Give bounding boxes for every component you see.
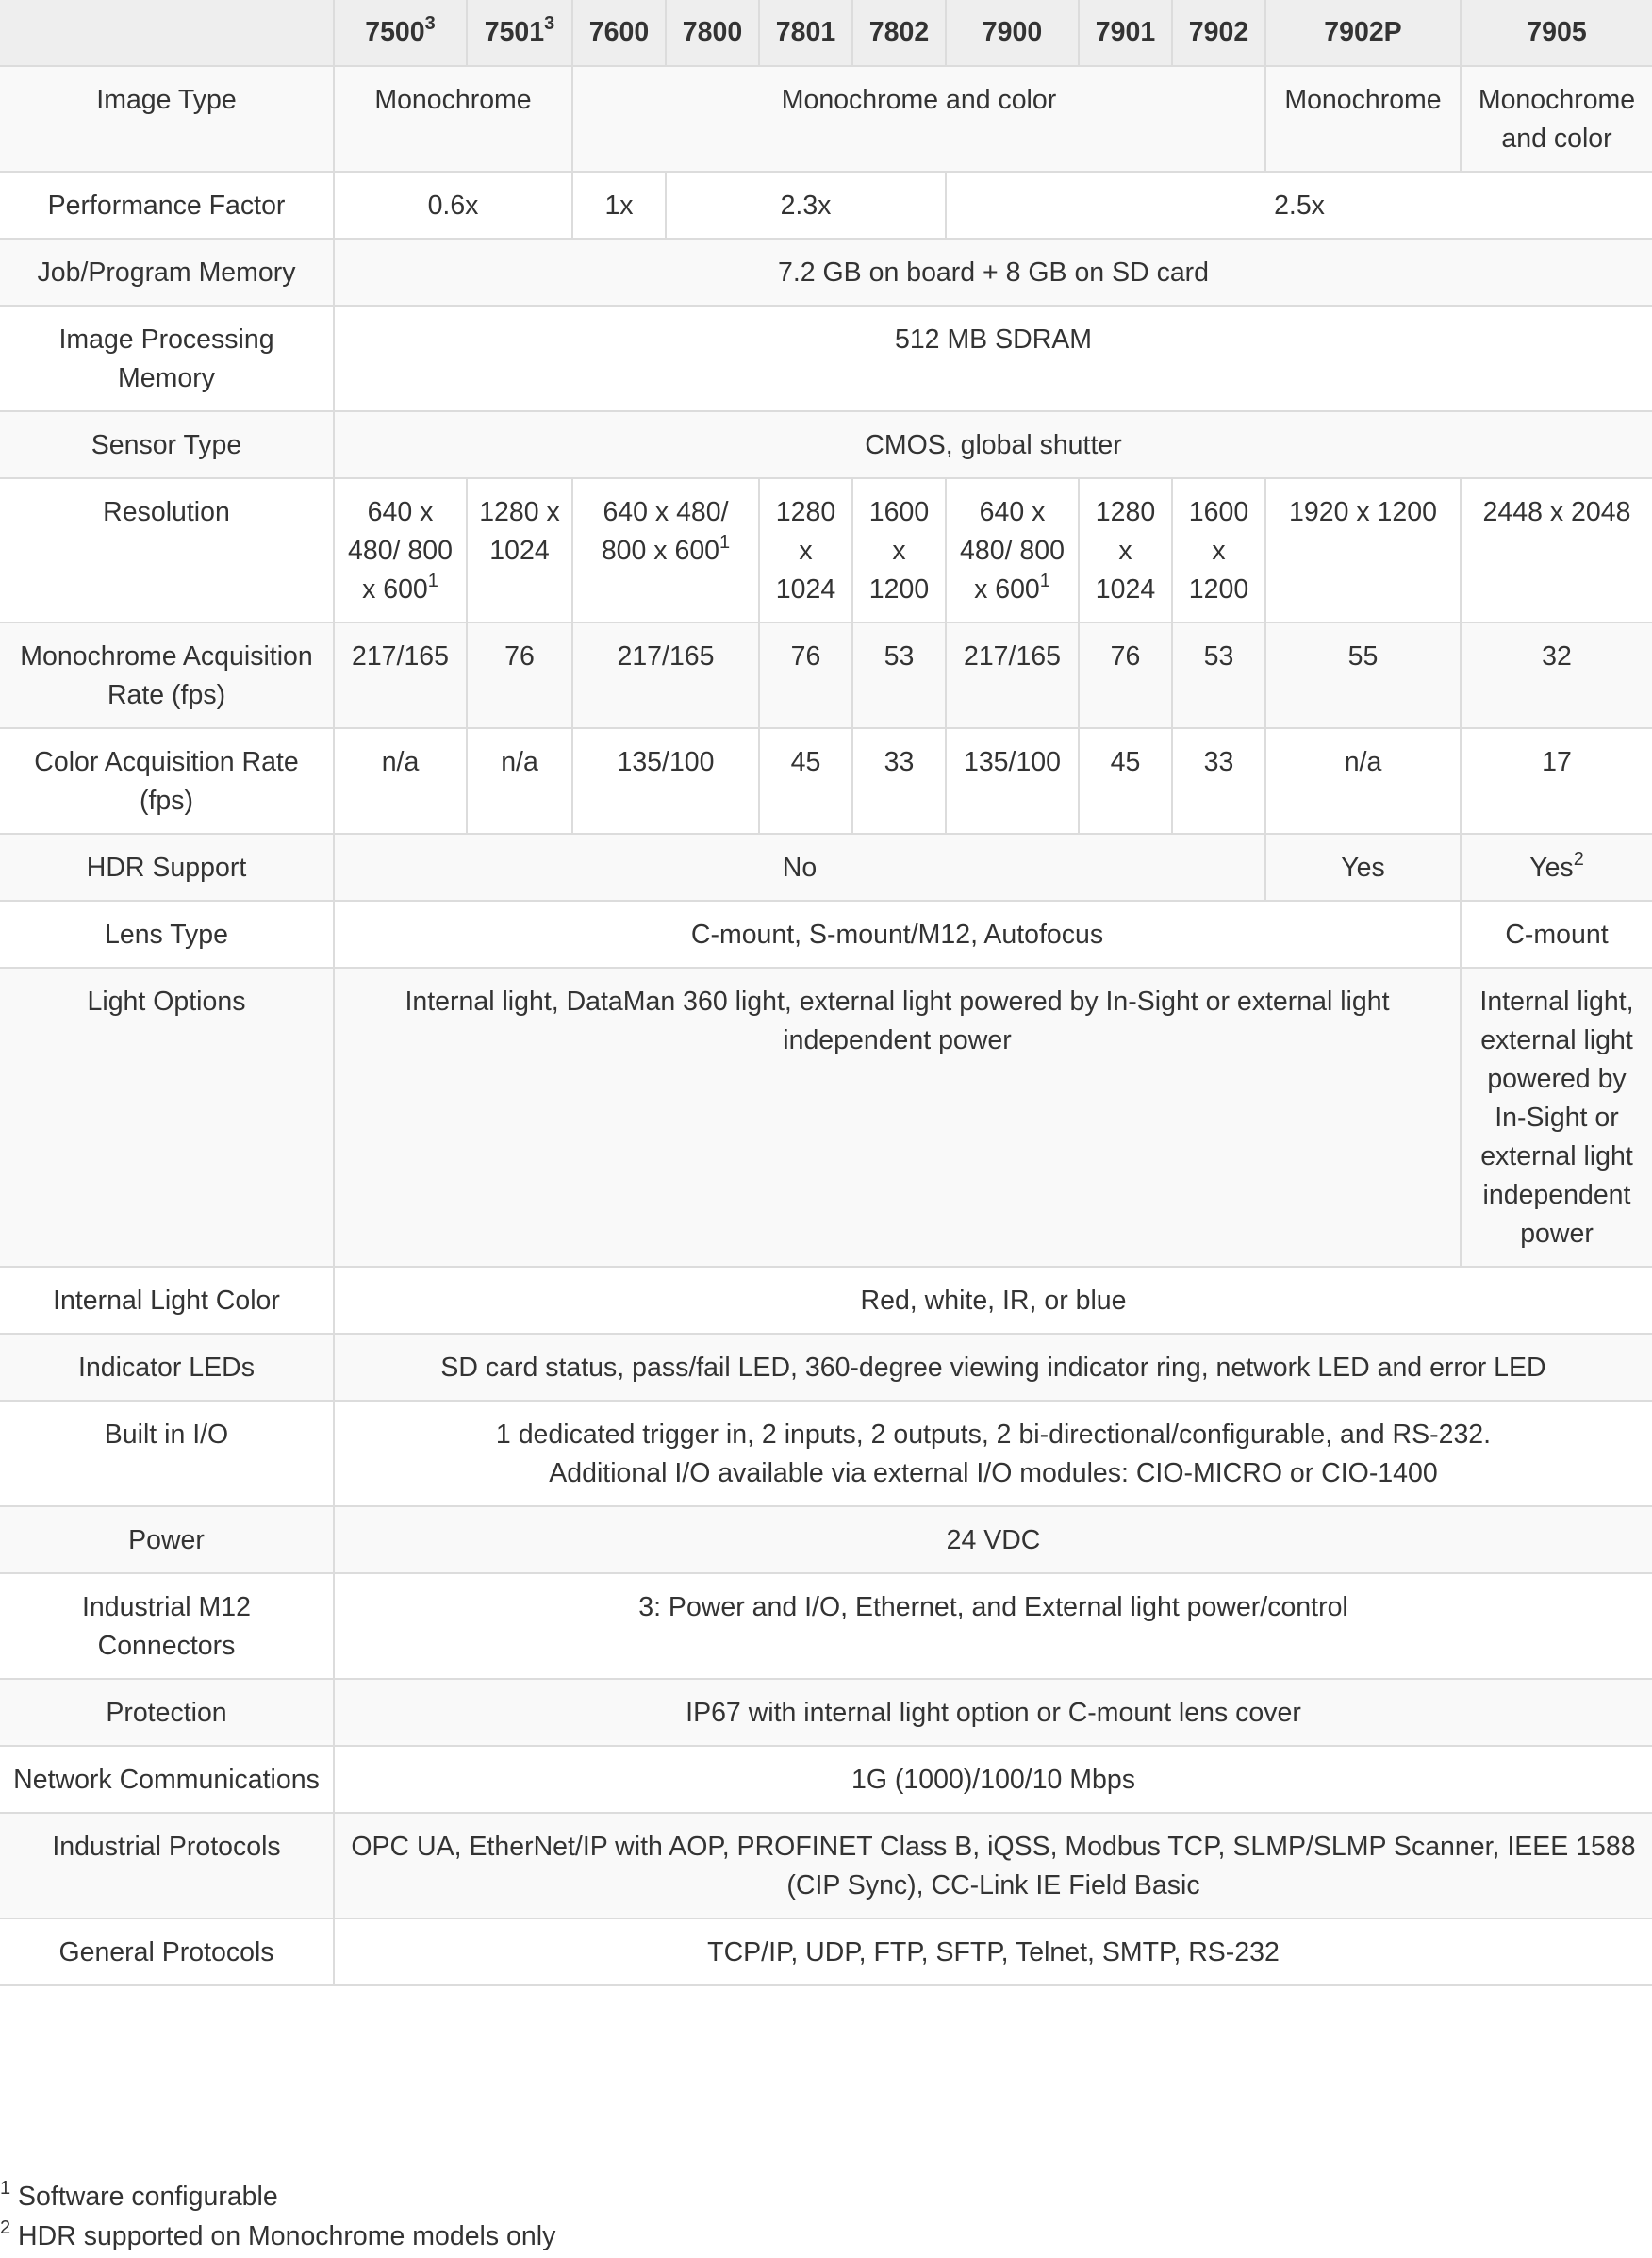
- row-sensor-type: [0, 411, 1652, 478]
- cell-value: Monochrome and color: [1461, 66, 1652, 172]
- cell-value: 1600 x 1200: [852, 478, 946, 623]
- cell-value: 76: [467, 623, 572, 728]
- row-color-acquisition-rate: [0, 728, 1652, 834]
- cell-value: Yes: [1265, 834, 1461, 901]
- row-label: Performance Factor: [0, 172, 334, 239]
- row-label: Job/Program Memory: [0, 239, 334, 306]
- row-label: Network Communications: [0, 1746, 334, 1813]
- cell-value: 1280 x 1024: [467, 478, 572, 623]
- row-performance-factor: [0, 172, 1652, 239]
- row-job-memory: [0, 239, 1652, 306]
- cell-value: 1x: [572, 172, 666, 239]
- row-label: Lens Type: [0, 901, 334, 968]
- row-label: Monochrome Acquisition Rate (fps): [0, 623, 334, 728]
- io-line-1: 1 dedicated trigger in, 2 inputs, 2 outputs, 2 bi-directional/configurable, and RS-232.: [495, 1420, 1492, 1450]
- cell-value: Red, white, IR, or blue: [334, 1267, 1652, 1334]
- col-header-7802: 7802: [852, 0, 946, 66]
- row-label: Protection: [0, 1679, 334, 1746]
- col-header-7902: 7902: [1172, 0, 1265, 66]
- row-label: HDR Support: [0, 834, 334, 901]
- cell-value: C-mount: [1461, 901, 1652, 968]
- row-label: Power: [0, 1506, 334, 1573]
- cell-value: 76: [1079, 623, 1172, 728]
- row-image-type: [0, 66, 1652, 172]
- row-light-options: [0, 968, 1652, 1267]
- row-label: Sensor Type: [0, 411, 334, 478]
- cell-value: 2.3x: [666, 172, 946, 239]
- cell-value: 17: [1461, 728, 1652, 834]
- col-header-7600: 7600: [572, 0, 666, 66]
- row-label: Industrial Protocols: [0, 1813, 334, 1918]
- cell-value: 1280 x 1024: [1079, 478, 1172, 623]
- row-label: Resolution: [0, 478, 334, 623]
- cell-value: 24 VDC: [334, 1506, 1652, 1573]
- cell-value: [334, 1401, 1652, 1506]
- cell-value: TCP/IP, UDP, FTP, SFTP, Telnet, SMTP, RS-232: [334, 1918, 1652, 1985]
- row-resolution: [0, 478, 1652, 623]
- row-general-protocols: [0, 1918, 1652, 1985]
- row-industrial-m12-connectors: [0, 1573, 1652, 1679]
- col-header-7500: 7500$^3$: [334, 0, 467, 66]
- row-monochrome-acquisition-rate: [0, 623, 1652, 728]
- cell-value: 0.6x: [334, 172, 572, 239]
- row-built-in-io: [0, 1401, 1652, 1506]
- row-internal-light-color: [0, 1267, 1652, 1334]
- col-header-7905: 7905: [1461, 0, 1652, 66]
- cell-value: 45: [1079, 728, 1172, 834]
- row-label: Built in I/O: [0, 1401, 334, 1506]
- cell-value: Internal light, external light powered by In-Sight or external light independent power: [1461, 968, 1652, 1267]
- cell-value: n/a: [334, 728, 467, 834]
- row-network-communications: [0, 1746, 1652, 1813]
- cell-value: 512 MB SDRAM: [334, 306, 1652, 411]
- cell-value: 217/165: [572, 623, 759, 728]
- row-label: Light Options: [0, 968, 334, 1267]
- io-line-2: Additional I/O available via external I/O modules: CIO-MICRO or CIO-1400: [549, 1458, 1438, 1488]
- cell-value: 217/165: [334, 623, 467, 728]
- cell-value: 1600 x 1200: [1172, 478, 1265, 623]
- cell-value: 53: [852, 623, 946, 728]
- cell-value: 1G (1000)/100/10 Mbps: [334, 1746, 1652, 1813]
- row-indicator-leds: [0, 1334, 1652, 1401]
- cell-value: OPC UA, EtherNet/IP with AOP, PROFINET Class B, iQSS, Modbus TCP, SLMP/SLMP Scanner, IEEE 1588 (CIP Sync), CC-Link IE Field Basic: [334, 1813, 1652, 1918]
- cell-value: 3: Power and I/O, Ethernet, and External light power/control: [334, 1573, 1652, 1679]
- header-corner: [0, 0, 334, 66]
- cell-value: CMOS, global shutter: [334, 411, 1652, 478]
- col-header-7900: 7900: [946, 0, 1079, 66]
- cell-value: 135/100: [946, 728, 1079, 834]
- cell-value: IP67 with internal light option or C-mount lens cover: [334, 1679, 1652, 1746]
- row-label: Internal Light Color: [0, 1267, 334, 1334]
- cell-value: C-mount, S-mount/M12, Autofocus: [334, 901, 1461, 968]
- cell-value: Monochrome: [1265, 66, 1461, 172]
- cell-value: 33: [1172, 728, 1265, 834]
- row-image-processing-memory: [0, 306, 1652, 411]
- cell-value: 76: [759, 623, 852, 728]
- col-header-7501: 7501$^3$: [467, 0, 572, 66]
- footnote-1: $^1$ Software configurable: [0, 2177, 278, 2212]
- row-label: Image Processing Memory: [0, 306, 334, 411]
- col-header-7801: 7801: [759, 0, 852, 66]
- row-protection: [0, 1679, 1652, 1746]
- col-header-7902p: 7902P: [1265, 0, 1461, 66]
- cell-value: 217/165: [946, 623, 1079, 728]
- col-header-7901: 7901: [1079, 0, 1172, 66]
- cell-value: 32: [1461, 623, 1652, 728]
- row-label: Color Acquisition Rate (fps): [0, 728, 334, 834]
- row-lens-type: [0, 901, 1652, 968]
- cell-value: 45: [759, 728, 852, 834]
- cell-value: Yes$^2$: [1461, 834, 1652, 901]
- cell-value: 53: [1172, 623, 1265, 728]
- cell-value: Internal light, DataMan 360 light, external light powered by In-Sight or external light independent power: [334, 968, 1461, 1267]
- row-label: Industrial M12 Connectors: [0, 1573, 334, 1679]
- cell-value: n/a: [1265, 728, 1461, 834]
- cell-value: 7.2 GB on board + 8 GB on SD card: [334, 239, 1652, 306]
- cell-value: 135/100: [572, 728, 759, 834]
- cell-value: 640 x 480/ 800 x $600^1$: [946, 478, 1079, 623]
- cell-value: No: [334, 834, 1265, 901]
- row-power: [0, 1506, 1652, 1573]
- cell-value: 2448 x 2048: [1461, 478, 1652, 623]
- row-industrial-protocols: [0, 1813, 1652, 1918]
- cell-value: 55: [1265, 623, 1461, 728]
- cell-value: Monochrome and color: [572, 66, 1265, 172]
- row-hdr-support: [0, 834, 1652, 901]
- cell-value: 2.5x: [946, 172, 1652, 239]
- cell-value: 33: [852, 728, 946, 834]
- row-label: Indicator LEDs: [0, 1334, 334, 1401]
- cell-value: 1280 x 1024: [759, 478, 852, 623]
- footnotes: [0, 2177, 555, 2256]
- header-row: [0, 0, 1652, 66]
- cell-value: n/a: [467, 728, 572, 834]
- col-header-7800: 7800: [666, 0, 759, 66]
- row-label: Image Type: [0, 66, 334, 172]
- cell-value: 640 x 480/ 800 x $600^1$: [572, 478, 759, 623]
- cell-value: SD card status, pass/fail LED, 360-degree viewing indicator ring, network LED and error LED: [334, 1334, 1652, 1401]
- footnote-2: $^2$ HDR supported on Monochrome models only: [0, 2216, 556, 2251]
- cell-value: 640 x 480/ 800 x $600^1$: [334, 478, 467, 623]
- cell-value: 1920 x 1200: [1265, 478, 1461, 623]
- cell-value: Monochrome: [334, 66, 572, 172]
- row-label: General Protocols: [0, 1918, 334, 1985]
